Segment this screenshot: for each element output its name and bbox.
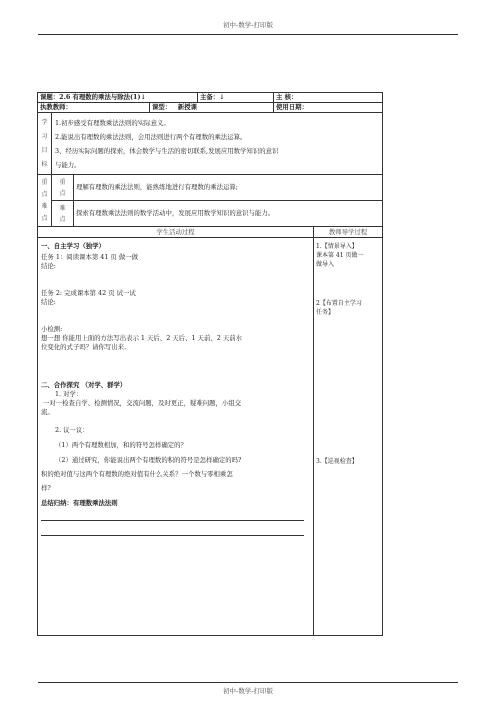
hard-point-row bbox=[38, 201, 383, 227]
pair-label: 1. 对学： bbox=[55, 390, 83, 398]
question-line-2: 位变化的式子吗？请你写出来. bbox=[41, 343, 127, 351]
question-1: （1）两个有理数相加，和的符号怎样确定的？ bbox=[55, 441, 187, 449]
host-mark: ↓ bbox=[219, 93, 225, 102]
header-rule bbox=[38, 34, 458, 35]
process-row bbox=[38, 238, 383, 636]
hard-text: 探索有理数乘法法则的数学活动中，发展应用数学知识的意识与能力。 bbox=[74, 201, 383, 227]
cooperation-title: 二、合作探究 （对学、群学） bbox=[41, 381, 127, 389]
topic-label: 课题： bbox=[40, 93, 60, 102]
question-line-1: 想一想 你能用上面的方法写出表示 1 天后、2 天后、1 天前、2 天前水 bbox=[41, 334, 242, 342]
type-value: 新授课 bbox=[177, 103, 198, 112]
guide-1-line-1: 1.【情景导入】 bbox=[316, 243, 358, 250]
section-header-row bbox=[38, 227, 383, 238]
host-cell bbox=[198, 93, 274, 103]
teacher-row bbox=[38, 103, 383, 113]
type-cell bbox=[150, 103, 274, 113]
guide-3: 3.【巡视检查】 bbox=[316, 458, 358, 465]
key-text: 理解有理数的乘法法则，能熟练地进行有理数的乘法运算; bbox=[74, 175, 383, 201]
goals-row bbox=[38, 113, 383, 175]
task-1: 任务 1：阅读课本第 41 页 做一做 bbox=[41, 253, 139, 261]
pair-line-1: 一对一检查自学、检测情况，交流问题，及时更正，疑难问题，小组交 bbox=[43, 399, 242, 407]
task-2: 任务 2: 完成课本第 42 页 试一试 bbox=[41, 289, 136, 297]
pair-line-2: 流。 bbox=[41, 408, 54, 416]
host-label: 主备： bbox=[200, 93, 220, 102]
guide-2-line-2: 任务】 bbox=[316, 309, 335, 316]
answer-line-2 bbox=[41, 521, 304, 536]
topic-mark: ↓ bbox=[140, 93, 146, 102]
page-footer: 初中-数学-打印版 bbox=[223, 687, 273, 695]
lesson-plan-table bbox=[37, 92, 383, 636]
check-label: 小检测: bbox=[41, 325, 63, 333]
student-process-header: 学生活动过程 bbox=[38, 227, 314, 238]
guide-2-line-1: 2【布置自主学习 bbox=[316, 300, 362, 307]
hard-label: 难 点 bbox=[52, 201, 74, 227]
question-2-line-1: （2）通过研究，你能说出两个有理数的积的符号是怎样确定的吗? bbox=[55, 456, 242, 464]
type-label: 课型： bbox=[152, 103, 172, 112]
summary-title: 总结归纳：有理数乘法法则 bbox=[41, 499, 118, 507]
goals-text: 1.初步感受有理数乘法法则的实际意义。 2.能说出有理数的乘法法则，会用法则进行两个有理数的乘法运算。 3、经历实际问题的探索，体会数学与生活的密切联系,发展应用数学知识的意识 与能力。 bbox=[52, 113, 383, 175]
discuss-label: 2. 议一议： bbox=[55, 426, 89, 434]
student-activity bbox=[38, 238, 314, 636]
teacher-process-header: 教师导学过程 bbox=[314, 227, 383, 238]
answer-line-1 bbox=[41, 508, 304, 521]
key-label: 重 点 bbox=[52, 175, 74, 201]
guide-1-line-2: 课本第 41 页做一 bbox=[316, 252, 364, 259]
topic-cell bbox=[38, 93, 198, 103]
question-2-line-3: 样? bbox=[41, 484, 51, 492]
conclusion-2: 结论: bbox=[41, 298, 56, 306]
goals-label: 学 习 目 标 bbox=[38, 113, 52, 175]
title-row bbox=[38, 93, 383, 103]
keypoints-label: 重 点 难 点 bbox=[38, 175, 52, 227]
page-header: 初中-数学-打印版 bbox=[223, 21, 273, 29]
self-study-title: 一、自主学习（独学） bbox=[41, 242, 105, 250]
key-point-row bbox=[38, 175, 383, 201]
question-2-line-2: 积的绝对值与这两个有理数的绝对值有什么关系？一个数与零相乘怎 bbox=[41, 470, 233, 478]
guide-1-line-3: 做导入 bbox=[316, 261, 335, 268]
footer-rule bbox=[38, 682, 458, 683]
date-cell: 使用日期： bbox=[274, 103, 383, 113]
review-cell: 主 核： bbox=[274, 93, 383, 103]
teacher-guidance bbox=[314, 238, 383, 636]
topic-value: 2.6 有理数的乘法与除法(1) bbox=[59, 93, 141, 102]
conclusion-1: 结论: bbox=[41, 262, 56, 270]
teacher-cell: 执教教师： bbox=[38, 103, 150, 113]
